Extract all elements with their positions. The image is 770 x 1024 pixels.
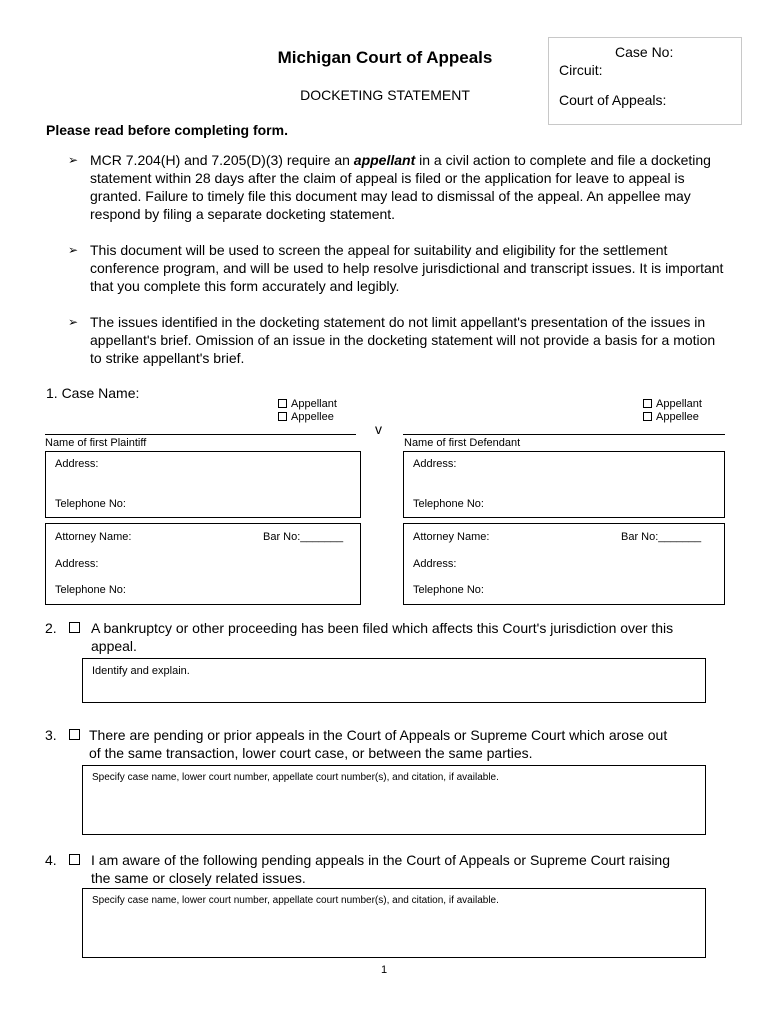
form-subtitle: DOCKETING STATEMENT: [300, 87, 470, 103]
question-3-answer-box[interactable]: [82, 765, 706, 835]
telephone-label: Telephone No:: [413, 498, 484, 510]
plaintiff-name-line[interactable]: [45, 434, 356, 435]
address-label: Address:: [413, 558, 457, 570]
question-4-number: 4.: [45, 852, 57, 868]
question-4-prompt: Specify case name, lower court number, appellate court number(s), and citation, if available.: [92, 895, 499, 906]
instruction-bullet: [68, 313, 728, 367]
instruction-bullet: [68, 151, 728, 223]
question-3-prompt: Specify case name, lower court number, appellate court number(s), and citation, if available.: [92, 772, 499, 783]
address-label: Address:: [413, 458, 457, 470]
question-2-number: 2.: [45, 620, 57, 636]
checkbox[interactable]: [643, 399, 652, 408]
attorney-name-label: Attorney Name:: [413, 531, 490, 543]
telephone-label: Telephone No:: [55, 584, 126, 596]
case-no-label: Case No:: [615, 44, 674, 60]
question-2-text: A bankruptcy or other proceeding has been filed which affects this Court's jurisdiction over this appeal.: [91, 620, 674, 654]
question-4-checkbox[interactable]: [69, 854, 80, 865]
bar-number-label: Bar No:_______: [263, 531, 344, 543]
question-4-text: I am aware of the following pending appeals in the Court of Appeals or Supreme Court raising the same or closely related issues.: [91, 852, 671, 886]
address-label: Address:: [55, 458, 99, 470]
bar-number-label: Bar No:_______: [621, 531, 702, 543]
telephone-label: Telephone No:: [55, 498, 126, 510]
question-2-checkbox[interactable]: [69, 622, 80, 633]
defendant-appellee-option[interactable]: Appellee: [643, 411, 699, 423]
question-4-answer-box[interactable]: [82, 888, 706, 958]
defendant-attorney-box[interactable]: [403, 523, 725, 605]
question-3-checkbox[interactable]: [69, 729, 80, 740]
defendant-name-line[interactable]: [403, 434, 725, 435]
arrow-bullet-icon: ➢: [68, 315, 79, 329]
case-name-label: 1. Case Name:: [46, 385, 140, 401]
plaintiff-contact-box[interactable]: [45, 451, 361, 518]
plaintiff-appellee-option[interactable]: Appellee: [278, 411, 334, 423]
defendant-name-caption: Name of first Defendant: [404, 437, 521, 449]
question-2-answer-box[interactable]: [82, 658, 706, 703]
page-number: 1: [380, 964, 388, 976]
plaintiff-attorney-box[interactable]: [45, 523, 361, 605]
emphasis-appellant: appellant: [353, 152, 416, 168]
checkbox[interactable]: [643, 412, 652, 421]
attorney-name-label: Attorney Name:: [55, 531, 132, 543]
defendant-contact-box[interactable]: [403, 451, 725, 518]
question-2-prompt: Identify and explain.: [92, 665, 190, 677]
plaintiff-appellant-option[interactable]: Appellant: [278, 398, 337, 410]
arrow-bullet-icon: ➢: [68, 243, 79, 257]
checkbox[interactable]: [278, 399, 287, 408]
address-label: Address:: [55, 558, 99, 570]
case-number-box: [548, 37, 742, 125]
checkbox[interactable]: [278, 412, 287, 421]
instruction-bullet: [68, 241, 728, 295]
form-title: Michigan Court of Appeals: [277, 48, 493, 67]
instructions-heading: Please read before completing form.: [46, 122, 288, 138]
question-3-text: There are pending or prior appeals in the Court of Appeals or Supreme Court which arose out of the same transaction, lower court case, or between the same parties.: [89, 727, 668, 761]
telephone-label: Telephone No:: [413, 584, 484, 596]
instruction-text: MCR 7.204(H) and 7.205(D)(3) require an appellant in a civil action to complete and file a docketing statement within 28 days after the claim of appeal is filed or the application for leave to appeal is granted. Failure to timely file this document may lead to dismissal of the appeal. An appellee may respond by filing a separate docketing statement.: [90, 152, 711, 222]
instruction-text: This document will be used to screen the appeal for suitability and eligibility for the settlement conference program, and will be used to help resolve jurisdictional and transcript issues. It is important that you complete this form accurately and legibly.: [90, 242, 724, 294]
defendant-appellant-option[interactable]: Appellant: [643, 398, 702, 410]
court-of-appeals-label: Court of Appeals:: [559, 92, 667, 108]
plaintiff-name-caption: Name of first Plaintiff: [45, 437, 147, 449]
arrow-bullet-icon: ➢: [68, 153, 79, 167]
circuit-label: Circuit:: [559, 62, 603, 78]
question-3-number: 3.: [45, 727, 57, 743]
instruction-text: The issues identified in the docketing statement do not limit appellant's presentation of the issues in appellant's brief. Omission of an issue in the docketing statement will not provide a basis for a motion to strike appellant's brief.: [90, 314, 716, 366]
versus-label: v: [375, 421, 382, 437]
